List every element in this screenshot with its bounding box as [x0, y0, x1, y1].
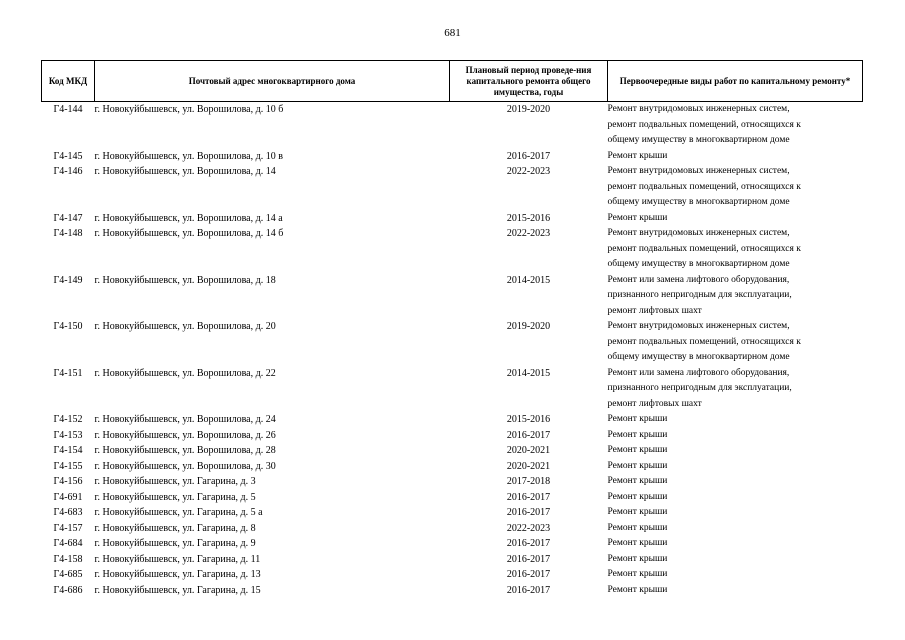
row-period: 2019-2020	[506, 321, 551, 332]
work-line: ремонт подвальных помещений, относящихся к	[607, 243, 801, 254]
row-works	[608, 211, 863, 227]
table-row	[42, 567, 863, 583]
work-line: Ремонт крыши	[607, 476, 668, 486]
row-period: 2015-2016	[506, 414, 551, 425]
work-line: Ремонт внутридомовых инженерных систем,	[607, 104, 790, 114]
row-address: г. Новокуйбышевск, ул. Ворошилова, д. 18	[94, 274, 276, 286]
row-period: 2016-2017	[506, 429, 551, 441]
row-address: г. Новокуйбышевск, ул. Гагарина, д. 3	[94, 476, 256, 487]
row-address: г. Новокуйбышевск, ул. Ворошилова, д. 20	[94, 321, 276, 332]
table-row	[42, 521, 863, 537]
row-period: 2019-2020	[506, 104, 551, 115]
row-period: 2016-2017	[506, 569, 551, 580]
table-row	[42, 443, 863, 459]
row-period: 2016-2017	[506, 491, 551, 503]
work-line: ремонт подвальных помещений, относящихся к	[607, 119, 801, 130]
table-row	[42, 459, 863, 475]
row-code: Г4-156	[53, 476, 83, 487]
table-row	[42, 474, 863, 490]
row-code: Г4-144	[53, 104, 83, 115]
page-number: 681	[444, 27, 461, 39]
row-works	[608, 567, 863, 583]
row-code: Г4-146	[53, 166, 83, 177]
row-address: г. Новокуйбышевск, ул. Ворошилова, д. 14	[94, 166, 276, 177]
row-code: Г4-150	[53, 321, 83, 332]
row-works	[608, 319, 863, 366]
row-works	[608, 459, 863, 475]
row-works	[608, 583, 863, 599]
row-code: Г4-151	[53, 367, 83, 379]
row-works	[608, 102, 863, 149]
registry-table	[41, 60, 863, 598]
row-period: 2014-2015	[506, 367, 551, 379]
row-works	[608, 536, 863, 552]
row-address: г. Новокуйбышевск, ул. Гагарина, д. 8	[94, 522, 256, 534]
row-works	[608, 164, 863, 211]
work-line: Ремонт внутридомовых инженерных систем,	[607, 166, 790, 176]
table-row	[42, 552, 863, 568]
work-line: Ремонт или замена лифтового оборудования,	[607, 274, 790, 285]
row-code: Г4-685	[53, 569, 83, 580]
table-row	[42, 226, 863, 273]
row-code: Г4-686	[53, 584, 83, 596]
row-works	[608, 366, 863, 413]
work-line: признанного непригодным для эксплуатации,	[607, 290, 792, 300]
row-code: Г4-153	[53, 429, 83, 441]
table-row	[42, 149, 863, 165]
row-works	[608, 505, 863, 521]
row-works	[608, 412, 863, 428]
work-line: Ремонт крыши	[607, 538, 668, 548]
work-line: Ремонт крыши	[607, 414, 668, 424]
row-address: г. Новокуйбышевск, ул. Ворошилова, д. 10 б	[94, 104, 284, 115]
row-code: Г4-147	[53, 212, 83, 224]
work-line: общему имуществу в многоквартирном доме	[607, 135, 790, 145]
row-address: г. Новокуйбышевск, ул. Гагарина, д. 15	[94, 584, 261, 596]
row-address: г. Новокуйбышевск, ул. Ворошилова, д. 24	[94, 414, 276, 425]
table-row	[42, 211, 863, 227]
work-line: ремонт лифтовых шахт	[607, 398, 702, 409]
header-address: Почтовый адрес многоквартирного дома	[95, 61, 450, 102]
row-period: 2022-2023	[506, 228, 551, 239]
row-address: г. Новокуйбышевск, ул. Ворошилова, д. 26	[94, 429, 276, 441]
work-line: Ремонт крыши	[607, 569, 668, 579]
row-period: 2015-2016	[506, 212, 551, 224]
row-code: Г4-684	[53, 538, 83, 549]
row-period: 2016-2017	[506, 150, 551, 162]
table-row	[42, 366, 863, 413]
header-period: Плановый период проведе-ния капитального ремонта общего имущества, годы	[450, 61, 608, 102]
row-works	[608, 490, 863, 506]
row-code: Г4-691	[53, 491, 83, 503]
table-row	[42, 536, 863, 552]
table-row	[42, 102, 863, 149]
row-period: 2016-2017	[506, 538, 551, 549]
table-header	[42, 61, 863, 102]
work-line: ремонт лифтовых шахт	[607, 305, 702, 316]
work-line: Ремонт крыши	[607, 150, 668, 161]
row-code: Г4-157	[53, 522, 83, 534]
row-code: Г4-149	[53, 274, 83, 286]
row-works	[608, 226, 863, 273]
work-line: Ремонт крыши	[607, 429, 668, 440]
row-works	[608, 474, 863, 490]
table-row	[42, 428, 863, 444]
row-period: 2020-2021	[506, 460, 551, 472]
table-row	[42, 505, 863, 521]
row-address: г. Новокуйбышевск, ул. Ворошилова, д. 10 в	[94, 150, 283, 162]
work-line: ремонт подвальных помещений, относящихся к	[607, 336, 801, 347]
row-address: г. Новокуйбышевск, ул. Гагарина, д. 13	[94, 569, 261, 580]
row-code: Г4-683	[53, 507, 83, 518]
row-period: 2022-2023	[506, 522, 551, 534]
row-code: Г4-154	[53, 445, 83, 456]
header-row	[42, 61, 863, 102]
row-address: г. Новокуйбышевск, ул. Ворошилова, д. 14 б	[94, 228, 284, 239]
row-works	[608, 552, 863, 568]
row-address: г. Новокуйбышевск, ул. Ворошилова, д. 28	[94, 445, 276, 456]
row-address: г. Новокуйбышевск, ул. Гагарина, д. 11	[94, 553, 261, 565]
row-code: Г4-145	[53, 150, 83, 162]
table-row	[42, 273, 863, 320]
row-period: 2020-2021	[506, 445, 551, 456]
work-line: Ремонт крыши	[607, 584, 668, 595]
work-line: общему имуществу в многоквартирном доме	[607, 197, 790, 207]
row-period: 2017-2018	[506, 476, 551, 487]
row-code: Г4-148	[53, 228, 83, 239]
row-address: г. Новокуйбышевск, ул. Гагарина, д. 9	[94, 538, 256, 549]
work-line: Ремонт внутридомовых инженерных систем,	[607, 228, 790, 238]
header-code: Код МКД	[42, 61, 95, 102]
table-row	[42, 490, 863, 506]
row-address: г. Новокуйбышевск, ул. Ворошилова, д. 14 а	[94, 212, 283, 224]
row-address: г. Новокуйбышевск, ул. Гагарина, д. 5	[94, 491, 256, 503]
row-works	[608, 521, 863, 537]
work-line: Ремонт крыши	[607, 445, 668, 455]
work-line: Ремонт крыши	[607, 460, 668, 471]
table-row	[42, 583, 863, 599]
row-works	[608, 273, 863, 320]
row-period: 2016-2017	[506, 584, 551, 596]
work-line: Ремонт крыши	[607, 522, 668, 533]
work-line: Ремонт крыши	[607, 212, 668, 223]
row-works	[608, 428, 863, 444]
table-body	[42, 102, 863, 599]
row-works	[608, 443, 863, 459]
row-period: 2022-2023	[506, 166, 551, 177]
row-code: Г4-152	[53, 414, 83, 425]
row-period: 2016-2017	[506, 553, 551, 565]
work-line: ремонт подвальных помещений, относящихся к	[607, 181, 801, 192]
work-line: общему имуществу в многоквартирном доме	[607, 259, 790, 269]
work-line: Ремонт внутридомовых инженерных систем,	[607, 321, 790, 331]
work-line: Ремонт крыши	[607, 491, 668, 502]
row-address: г. Новокуйбышевск, ул. Ворошилова, д. 22	[94, 367, 276, 379]
row-period: 2014-2015	[506, 274, 551, 286]
work-line: Ремонт или замена лифтового оборудования,	[607, 367, 790, 378]
row-address: г. Новокуйбышевск, ул. Ворошилова, д. 30	[94, 460, 276, 472]
row-code: Г4-155	[53, 460, 83, 472]
row-code: Г4-158	[53, 553, 83, 565]
work-line: признанного непригодным для эксплуатации,	[607, 383, 792, 393]
header-works: Первоочередные виды работ по капитальному ремонту*	[608, 61, 863, 102]
table-row	[42, 164, 863, 211]
work-line: общему имуществу в многоквартирном доме	[607, 352, 790, 362]
table-row	[42, 319, 863, 366]
table-row	[42, 412, 863, 428]
work-line: Ремонт крыши	[607, 553, 668, 564]
row-address: г. Новокуйбышевск, ул. Гагарина, д. 5 а	[94, 507, 263, 518]
work-line: Ремонт крыши	[607, 507, 668, 517]
row-works	[608, 149, 863, 165]
row-period: 2016-2017	[506, 507, 551, 518]
